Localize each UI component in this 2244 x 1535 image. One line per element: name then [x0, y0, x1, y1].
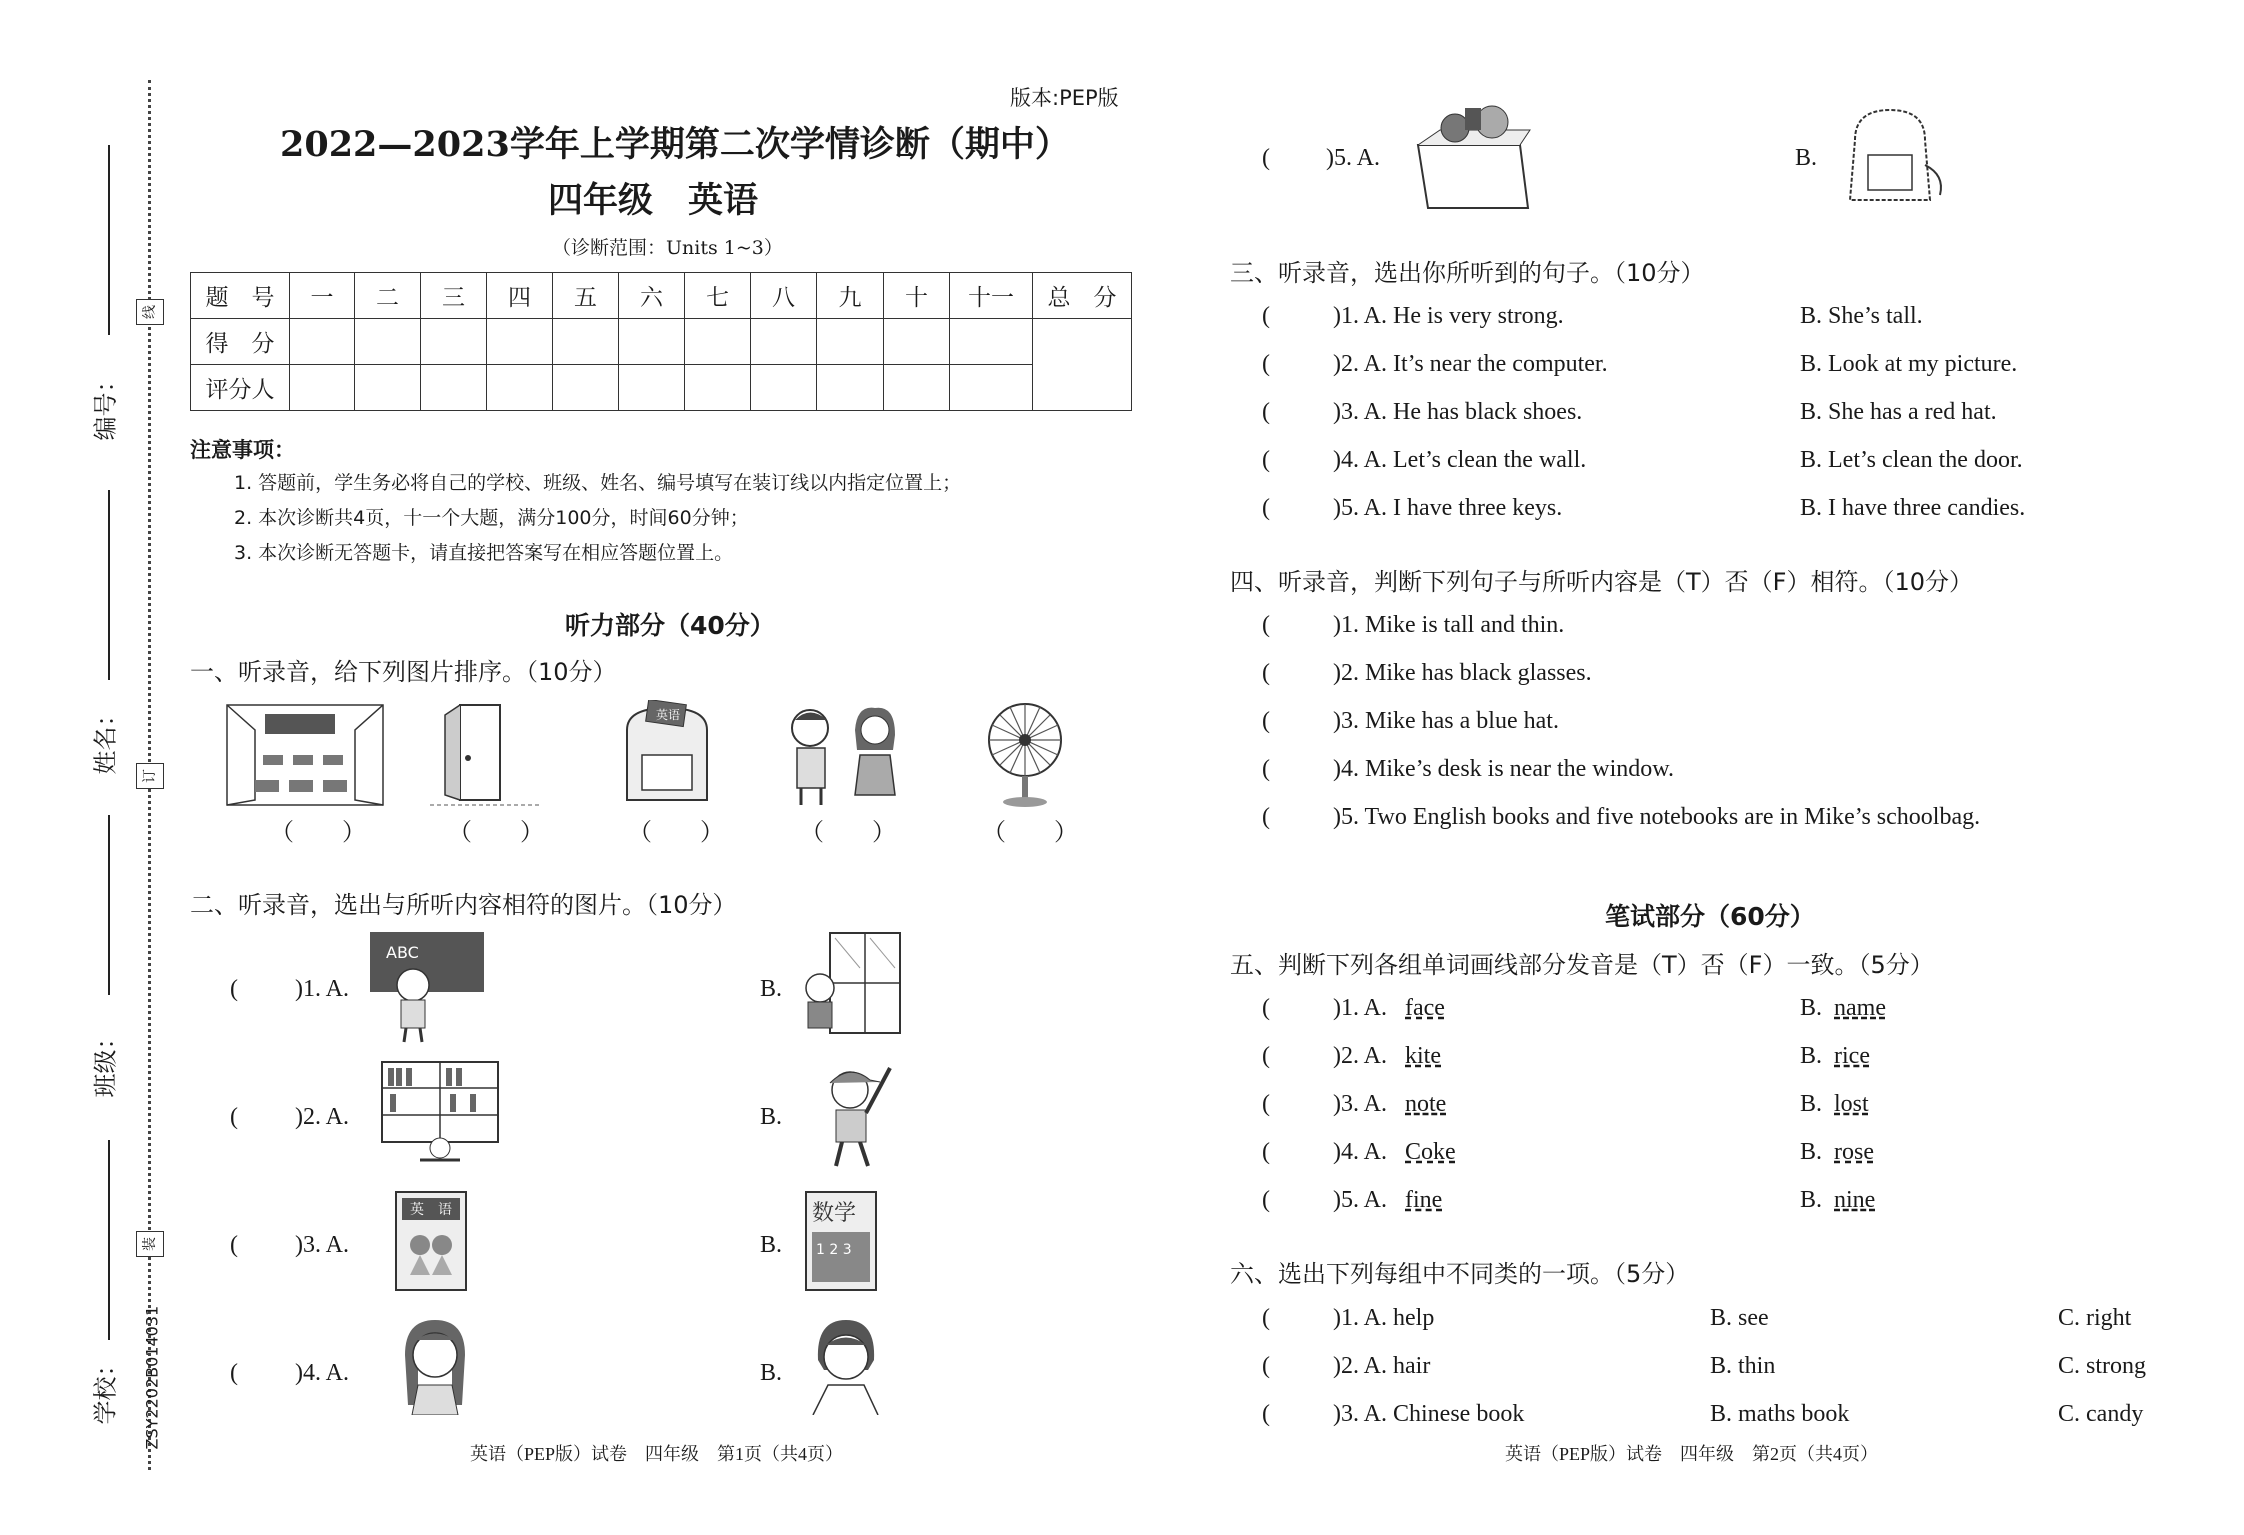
paren: (: [1262, 1401, 1270, 1427]
note-item: 3. 本次诊断无答题卡，请直接把答案写在相应答题位置上。: [234, 542, 734, 564]
grader-cell[interactable]: [751, 365, 817, 411]
col-6: 六: [619, 273, 685, 319]
paren: (: [1262, 1139, 1270, 1165]
section-6-title: 六、选出下列每组中不同类的一项。（5分）: [1230, 1260, 1690, 1288]
schoolbag-label: 英语: [656, 708, 681, 722]
paren: (: [1262, 1187, 1270, 1213]
grader-cell[interactable]: [290, 365, 355, 411]
col-11: 十一: [950, 273, 1033, 319]
door-picture: [430, 700, 540, 810]
english-book-picture: [392, 1190, 470, 1294]
blackboard-label: ABC: [386, 943, 419, 962]
sec2-item-2-b: B.: [760, 1104, 783, 1130]
paren: (: [1262, 708, 1270, 734]
paren: (: [1262, 660, 1270, 686]
sec1-blank-4[interactable]: （ ）: [800, 820, 896, 846]
section-5-title: 五、判断下列各组单词画线部分发音是（T）否（F）一致。（5分）: [1230, 951, 1934, 979]
writing-title: 笔试部分（60分）: [1605, 902, 1815, 931]
toy-box-picture: [1410, 100, 1535, 212]
total-header: 总 分: [1033, 273, 1132, 319]
score-cell[interactable]: [950, 319, 1033, 365]
grader-cell[interactable]: [619, 365, 685, 411]
sec3-item-3-b: B. She has a red hat.: [1800, 399, 1997, 425]
class-field-label: 班级：: [91, 1025, 120, 1098]
sec5-item-1-b: name: [1834, 995, 1886, 1021]
sec5-item-2-num: )2. A.: [1333, 1043, 1387, 1069]
sec3-item-4-b: B. Let’s clean the door.: [1800, 447, 2023, 473]
paren: (: [1262, 145, 1270, 171]
name-field-line[interactable]: [108, 490, 110, 680]
grader-cell[interactable]: [817, 365, 884, 411]
paren: (: [1262, 1091, 1270, 1117]
sec6-item-3-a: )3. A. Chinese book: [1333, 1401, 1525, 1427]
sec2-item-1-b: B.: [760, 976, 783, 1002]
paren: (: [1262, 351, 1270, 377]
sec4-item-1: )1. Mike is tall and thin.: [1333, 612, 1565, 638]
sec2-item-5-a: )5. A.: [1326, 145, 1380, 171]
sec6-item-2-b: B. thin: [1710, 1353, 1776, 1379]
col-2: 二: [355, 273, 421, 319]
paren: (: [1262, 756, 1270, 782]
sec2-item-5-b: B.: [1795, 145, 1818, 171]
listening-title: 听力部分（40分）: [565, 611, 775, 640]
score-cell[interactable]: [290, 319, 355, 365]
score-table: [190, 272, 1132, 411]
paper-code: ZSY2202B014031: [142, 1305, 162, 1450]
name-field-label: 姓名：: [91, 702, 120, 775]
sec4-item-5: )5. Two English books and five notebooks are in Mike’s schoolbag.: [1333, 804, 1981, 830]
sec6-item-3-b: B. maths book: [1710, 1401, 1850, 1427]
sec1-blank-1[interactable]: （ ）: [270, 820, 366, 846]
b-prefix: B.: [1800, 995, 1823, 1021]
grader-cell[interactable]: [487, 365, 553, 411]
sec5-item-5-num: )5. A.: [1333, 1187, 1387, 1213]
score-cell[interactable]: [884, 319, 950, 365]
section-4-title: 四、听录音，判断下列句子与所听内容是（T）否（F）相符。（10分）: [1230, 568, 1974, 596]
score-cell[interactable]: [487, 319, 553, 365]
cut-mark-line: 线: [136, 299, 164, 325]
b-prefix: B.: [1800, 1139, 1823, 1165]
score-table-header: 题 号: [191, 273, 290, 319]
col-4: 四: [487, 273, 553, 319]
score-cell[interactable]: [751, 319, 817, 365]
cut-mark-bind: 订: [136, 763, 164, 789]
sec2-item-3-b: B.: [760, 1232, 783, 1258]
grader-cell[interactable]: [685, 365, 751, 411]
sec2-item-2-a: )2. A.: [295, 1104, 349, 1130]
paren: (: [1262, 612, 1270, 638]
score-cell[interactable]: [355, 319, 421, 365]
sec1-blank-5[interactable]: （ ）: [982, 820, 1078, 846]
paren: (: [230, 1360, 238, 1386]
paren: (: [1262, 447, 1270, 473]
total-cell[interactable]: [1033, 319, 1132, 411]
section-3-title: 三、听录音，选出你所听到的句子。（10分）: [1230, 259, 1705, 287]
friends-picture: [775, 700, 915, 810]
paren: (: [230, 976, 238, 1002]
blackboard-girl-picture: [368, 930, 486, 1045]
sec6-item-1-c: C. right: [2058, 1305, 2132, 1331]
sec5-item-4-b: rose: [1834, 1139, 1874, 1165]
sec5-item-2-b: rice: [1834, 1043, 1870, 1069]
footer-page-2: 英语（PEP版）试卷 四年级 第2页（共4页）: [1505, 1444, 1879, 1464]
maths-book-numbers: 1 2 3: [816, 1242, 852, 1258]
sec4-item-3: )3. Mike has a blue hat.: [1333, 708, 1559, 734]
score-cell[interactable]: [619, 319, 685, 365]
sec2-item-4-a: )4. A.: [295, 1360, 349, 1386]
grader-cell[interactable]: [950, 365, 1033, 411]
paren: (: [1262, 804, 1270, 830]
paren: (: [1262, 1353, 1270, 1379]
grader-cell[interactable]: [421, 365, 487, 411]
paren: (: [1262, 1305, 1270, 1331]
paren: (: [1262, 995, 1270, 1021]
exam-title: 2022—2023学年上学期第二次学情诊断（期中）: [280, 124, 1070, 165]
school-field-label: 学校：: [91, 1352, 120, 1425]
sec2-item-4-b: B.: [760, 1360, 783, 1386]
col-8: 八: [751, 273, 817, 319]
number-field-line[interactable]: [108, 145, 110, 335]
sec3-item-1-a: )1. A. He is very strong.: [1333, 303, 1564, 329]
grader-cell[interactable]: [884, 365, 950, 411]
class-field-line[interactable]: [108, 815, 110, 995]
sec5-item-4-num: )4. A.: [1333, 1139, 1387, 1165]
cut-mark-install: 装: [136, 1231, 164, 1257]
maths-book-picture: [802, 1190, 880, 1294]
col-7: 七: [685, 273, 751, 319]
classroom-picture: [225, 700, 385, 810]
sec5-item-5-a: fine: [1405, 1187, 1443, 1213]
score-row-label: 得 分: [191, 319, 290, 365]
grader-cell[interactable]: [553, 365, 619, 411]
sec5-item-1-num: )1. A.: [1333, 995, 1387, 1021]
maths-book-label: 数学: [812, 1201, 857, 1226]
backpack-picture: [1830, 105, 1948, 205]
school-field-line[interactable]: [108, 1140, 110, 1340]
exam-scope: （诊断范围：Units 1~3）: [552, 237, 783, 259]
sec3-item-4-a: )4. A. Let’s clean the wall.: [1333, 447, 1587, 473]
version-label: 版本:PEP版: [1010, 86, 1119, 110]
paren: (: [1262, 495, 1270, 521]
sec6-item-2-c: C. strong: [2058, 1353, 2147, 1379]
sec3-item-2-a: )2. A. It’s near the computer.: [1333, 351, 1608, 377]
sec4-item-4: )4. Mike’s desk is near the window.: [1333, 756, 1675, 782]
sec4-item-2: )2. Mike has black glasses.: [1333, 660, 1592, 686]
col-3: 三: [421, 273, 487, 319]
sec6-item-1-b: B. see: [1710, 1305, 1769, 1331]
grader-row-label: 评分人: [191, 365, 290, 411]
sec5-item-1-a: face: [1405, 995, 1445, 1021]
sec5-item-3-b: lost: [1834, 1091, 1869, 1117]
section-1-title: 一、听录音，给下列图片排序。（10分）: [190, 658, 617, 686]
paren: (: [230, 1232, 238, 1258]
col-1: 一: [290, 273, 355, 319]
sec2-item-1-a: )1. A.: [295, 976, 349, 1002]
sec5-item-3-a: note: [1405, 1091, 1447, 1117]
girl-short-hair-picture: [798, 1315, 893, 1415]
sec1-blank-3[interactable]: （ ）: [628, 820, 724, 846]
number-field-label: 编号：: [91, 368, 120, 441]
sec5-item-2-a: kite: [1405, 1043, 1441, 1069]
sec3-item-5-b: B. I have three candies.: [1800, 495, 2026, 521]
sec6-item-3-c: C. candy: [2058, 1401, 2144, 1427]
score-cell[interactable]: [817, 319, 884, 365]
note-item: 2. 本次诊断共4页，十一个大题，满分100分，时间60分钟；: [234, 507, 749, 529]
sec3-item-5-a: )5. A. I have three keys.: [1333, 495, 1563, 521]
sec5-item-5-b: nine: [1834, 1187, 1876, 1213]
section-2-title: 二、听录音，选出与所听内容相符的图片。（10分）: [190, 891, 737, 919]
paren: (: [230, 1104, 238, 1130]
sec6-item-1-a: )1. A. help: [1333, 1305, 1435, 1331]
sec3-item-1-b: B. She’s tall.: [1800, 303, 1923, 329]
sec2-item-3-a: )3. A.: [295, 1232, 349, 1258]
fan-picture: [975, 700, 1075, 810]
score-cell[interactable]: [553, 319, 619, 365]
col-10: 十: [884, 273, 950, 319]
score-cell[interactable]: [421, 319, 487, 365]
col-5: 五: [553, 273, 619, 319]
b-prefix: B.: [1800, 1187, 1823, 1213]
boy-cap-picture: [810, 1058, 905, 1170]
score-cell[interactable]: [685, 319, 751, 365]
sec6-item-2-a: )2. A. hair: [1333, 1353, 1431, 1379]
paren: (: [1262, 399, 1270, 425]
col-9: 九: [817, 273, 884, 319]
schoolbag-picture: [612, 700, 722, 810]
window-girl-picture: [790, 928, 905, 1043]
b-prefix: B.: [1800, 1043, 1823, 1069]
bookshelf-picture: [380, 1060, 500, 1168]
sec5-item-4-a: Coke: [1405, 1139, 1456, 1165]
notes-title: 注意事项：: [190, 438, 295, 462]
sec5-item-3-num: )3. A.: [1333, 1091, 1387, 1117]
footer-page-1: 英语（PEP版）试卷 四年级 第1页（共4页）: [470, 1444, 844, 1464]
b-prefix: B.: [1800, 1091, 1823, 1117]
grader-cell[interactable]: [355, 365, 421, 411]
sec3-item-2-b: B. Look at my picture.: [1800, 351, 2018, 377]
paren: (: [1262, 1043, 1270, 1069]
girl-braids-picture: [390, 1315, 480, 1415]
note-item: 1. 答题前，学生务必将自己的学校、班级、姓名、编号填写在装订线以内指定位置上；: [234, 472, 962, 494]
paren: (: [1262, 303, 1270, 329]
sec3-item-3-a: )3. A. He has black shoes.: [1333, 399, 1583, 425]
english-book-label: 英 语: [410, 1202, 452, 1218]
sec1-blank-2[interactable]: （ ）: [448, 820, 544, 846]
exam-subtitle: 四年级 英语: [548, 180, 759, 221]
